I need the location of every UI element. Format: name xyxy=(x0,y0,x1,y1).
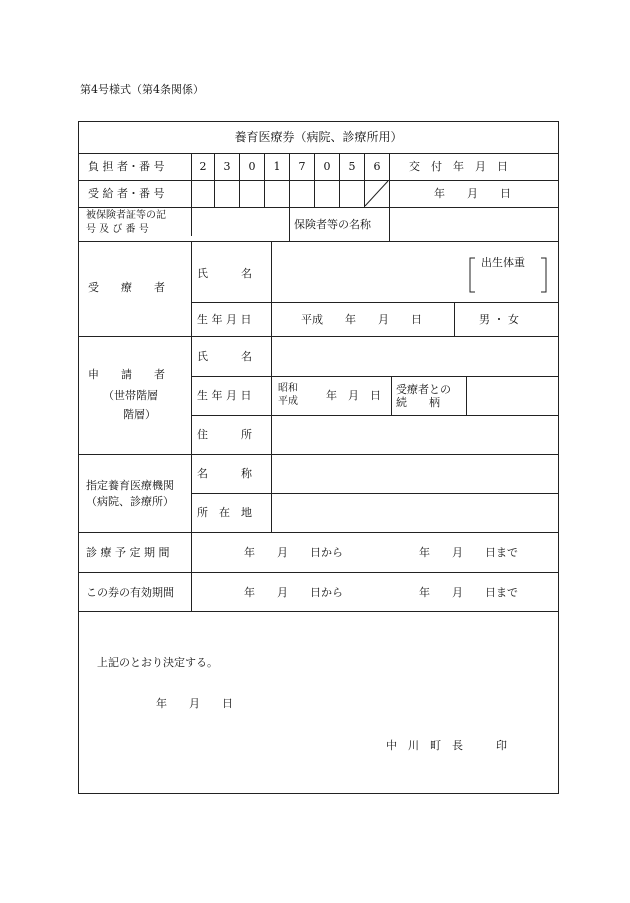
row-divider xyxy=(79,532,558,533)
insurance-label-line2: 号 及 び 番 号 xyxy=(86,224,149,235)
patient-dob-label: 生 年 月 日 xyxy=(197,313,252,326)
validity-period-to: 年 月 日まで xyxy=(419,586,518,599)
col-divider xyxy=(454,302,455,336)
issue-date-label: 交 付 年 月 日 xyxy=(409,160,508,173)
row-divider xyxy=(191,302,558,303)
recipient-date-label: 年 月 日 xyxy=(434,187,511,200)
col-divider xyxy=(264,153,265,207)
applicant-name-label: 氏 名 xyxy=(197,350,252,363)
col-divider xyxy=(314,153,315,207)
col-divider xyxy=(389,153,390,241)
institution-label-line1: 指定養育医療機関 xyxy=(86,479,174,492)
row-divider xyxy=(79,336,558,337)
era-showa: 昭和 xyxy=(278,383,298,394)
col-divider xyxy=(214,153,215,207)
burden-number-label: 負 担 者・番 号 xyxy=(88,160,165,173)
row-divider xyxy=(79,153,558,154)
col-divider xyxy=(289,153,290,207)
validity-period-label: この券の有効期間 xyxy=(86,586,174,599)
applicant-household-line1: （世帯階層 xyxy=(103,389,158,402)
digit: 2 xyxy=(199,160,207,173)
applicant-address-label: 住 所 xyxy=(197,428,252,441)
decision-text: 上記のとおり決定する。 xyxy=(97,656,218,669)
applicant-label: 申 請 者 xyxy=(88,368,165,381)
digit: 0 xyxy=(248,160,256,173)
birth-weight-label: 出生体重 xyxy=(481,256,525,269)
col-divider xyxy=(191,241,192,612)
digit: 0 xyxy=(323,160,331,173)
applicant-dob-value: 年 月 日 xyxy=(326,389,381,402)
patient-name-label: 氏 名 xyxy=(197,267,252,280)
col-divider xyxy=(191,153,192,236)
row-divider xyxy=(79,572,558,573)
applicant-household-line2: 階層） xyxy=(123,408,156,421)
treatment-period-to: 年 月 日まで xyxy=(419,546,518,559)
digit: 3 xyxy=(223,160,231,173)
col-divider xyxy=(339,153,340,207)
form-title: 養育医療券（病院、診療所用） xyxy=(234,130,403,144)
patient-dob-value: 平成 年 月 日 xyxy=(301,313,422,326)
col-divider xyxy=(271,241,272,337)
slash-mark xyxy=(364,180,389,207)
institution-label-line2: （病院、診療所） xyxy=(86,495,174,508)
col-divider xyxy=(239,153,240,207)
insurer-name-label: 保険者等の名称 xyxy=(294,218,371,231)
form-frame xyxy=(78,121,559,794)
form-caption: 第4号様式（第4条関係） xyxy=(80,83,204,96)
digit: 7 xyxy=(298,160,306,173)
row-divider xyxy=(79,241,558,242)
col-divider xyxy=(391,376,392,415)
relation-label-line1: 受療者との xyxy=(396,383,451,396)
col-divider xyxy=(466,376,467,415)
validity-period-from: 年 月 日から xyxy=(244,586,343,599)
col-divider xyxy=(289,207,290,241)
row-divider xyxy=(79,180,558,181)
row-divider xyxy=(79,207,558,208)
row-divider xyxy=(191,415,558,416)
digit: 1 xyxy=(273,160,281,173)
era-heisei: 平成 xyxy=(278,396,298,407)
institution-location-label: 所 在 地 xyxy=(197,506,252,519)
relation-label-line2: 続 柄 xyxy=(396,396,440,409)
col-divider xyxy=(271,336,272,455)
decision-date: 年 月 日 xyxy=(156,697,233,710)
digit: 6 xyxy=(373,160,381,173)
treatment-period-label: 診 療 予 定 期 間 xyxy=(86,546,170,559)
insurance-label-line1: 被保険者証等の記 xyxy=(86,210,166,221)
recipient-number-label: 受 給 者・番 号 xyxy=(88,187,165,200)
row-divider xyxy=(191,376,558,377)
patient-label: 受 療 者 xyxy=(88,281,165,294)
row-divider xyxy=(191,493,558,494)
digit: 5 xyxy=(348,160,356,173)
col-divider xyxy=(271,454,272,533)
row-divider xyxy=(79,454,558,455)
treatment-period-from: 年 月 日から xyxy=(244,546,343,559)
patient-sex: 男 ・ 女 xyxy=(479,313,519,326)
institution-name-label: 名 称 xyxy=(197,467,252,480)
applicant-dob-label: 生 年 月 日 xyxy=(197,389,252,402)
signer-mayor: 中 川 町 長 印 xyxy=(386,739,507,752)
row-divider xyxy=(79,611,558,612)
